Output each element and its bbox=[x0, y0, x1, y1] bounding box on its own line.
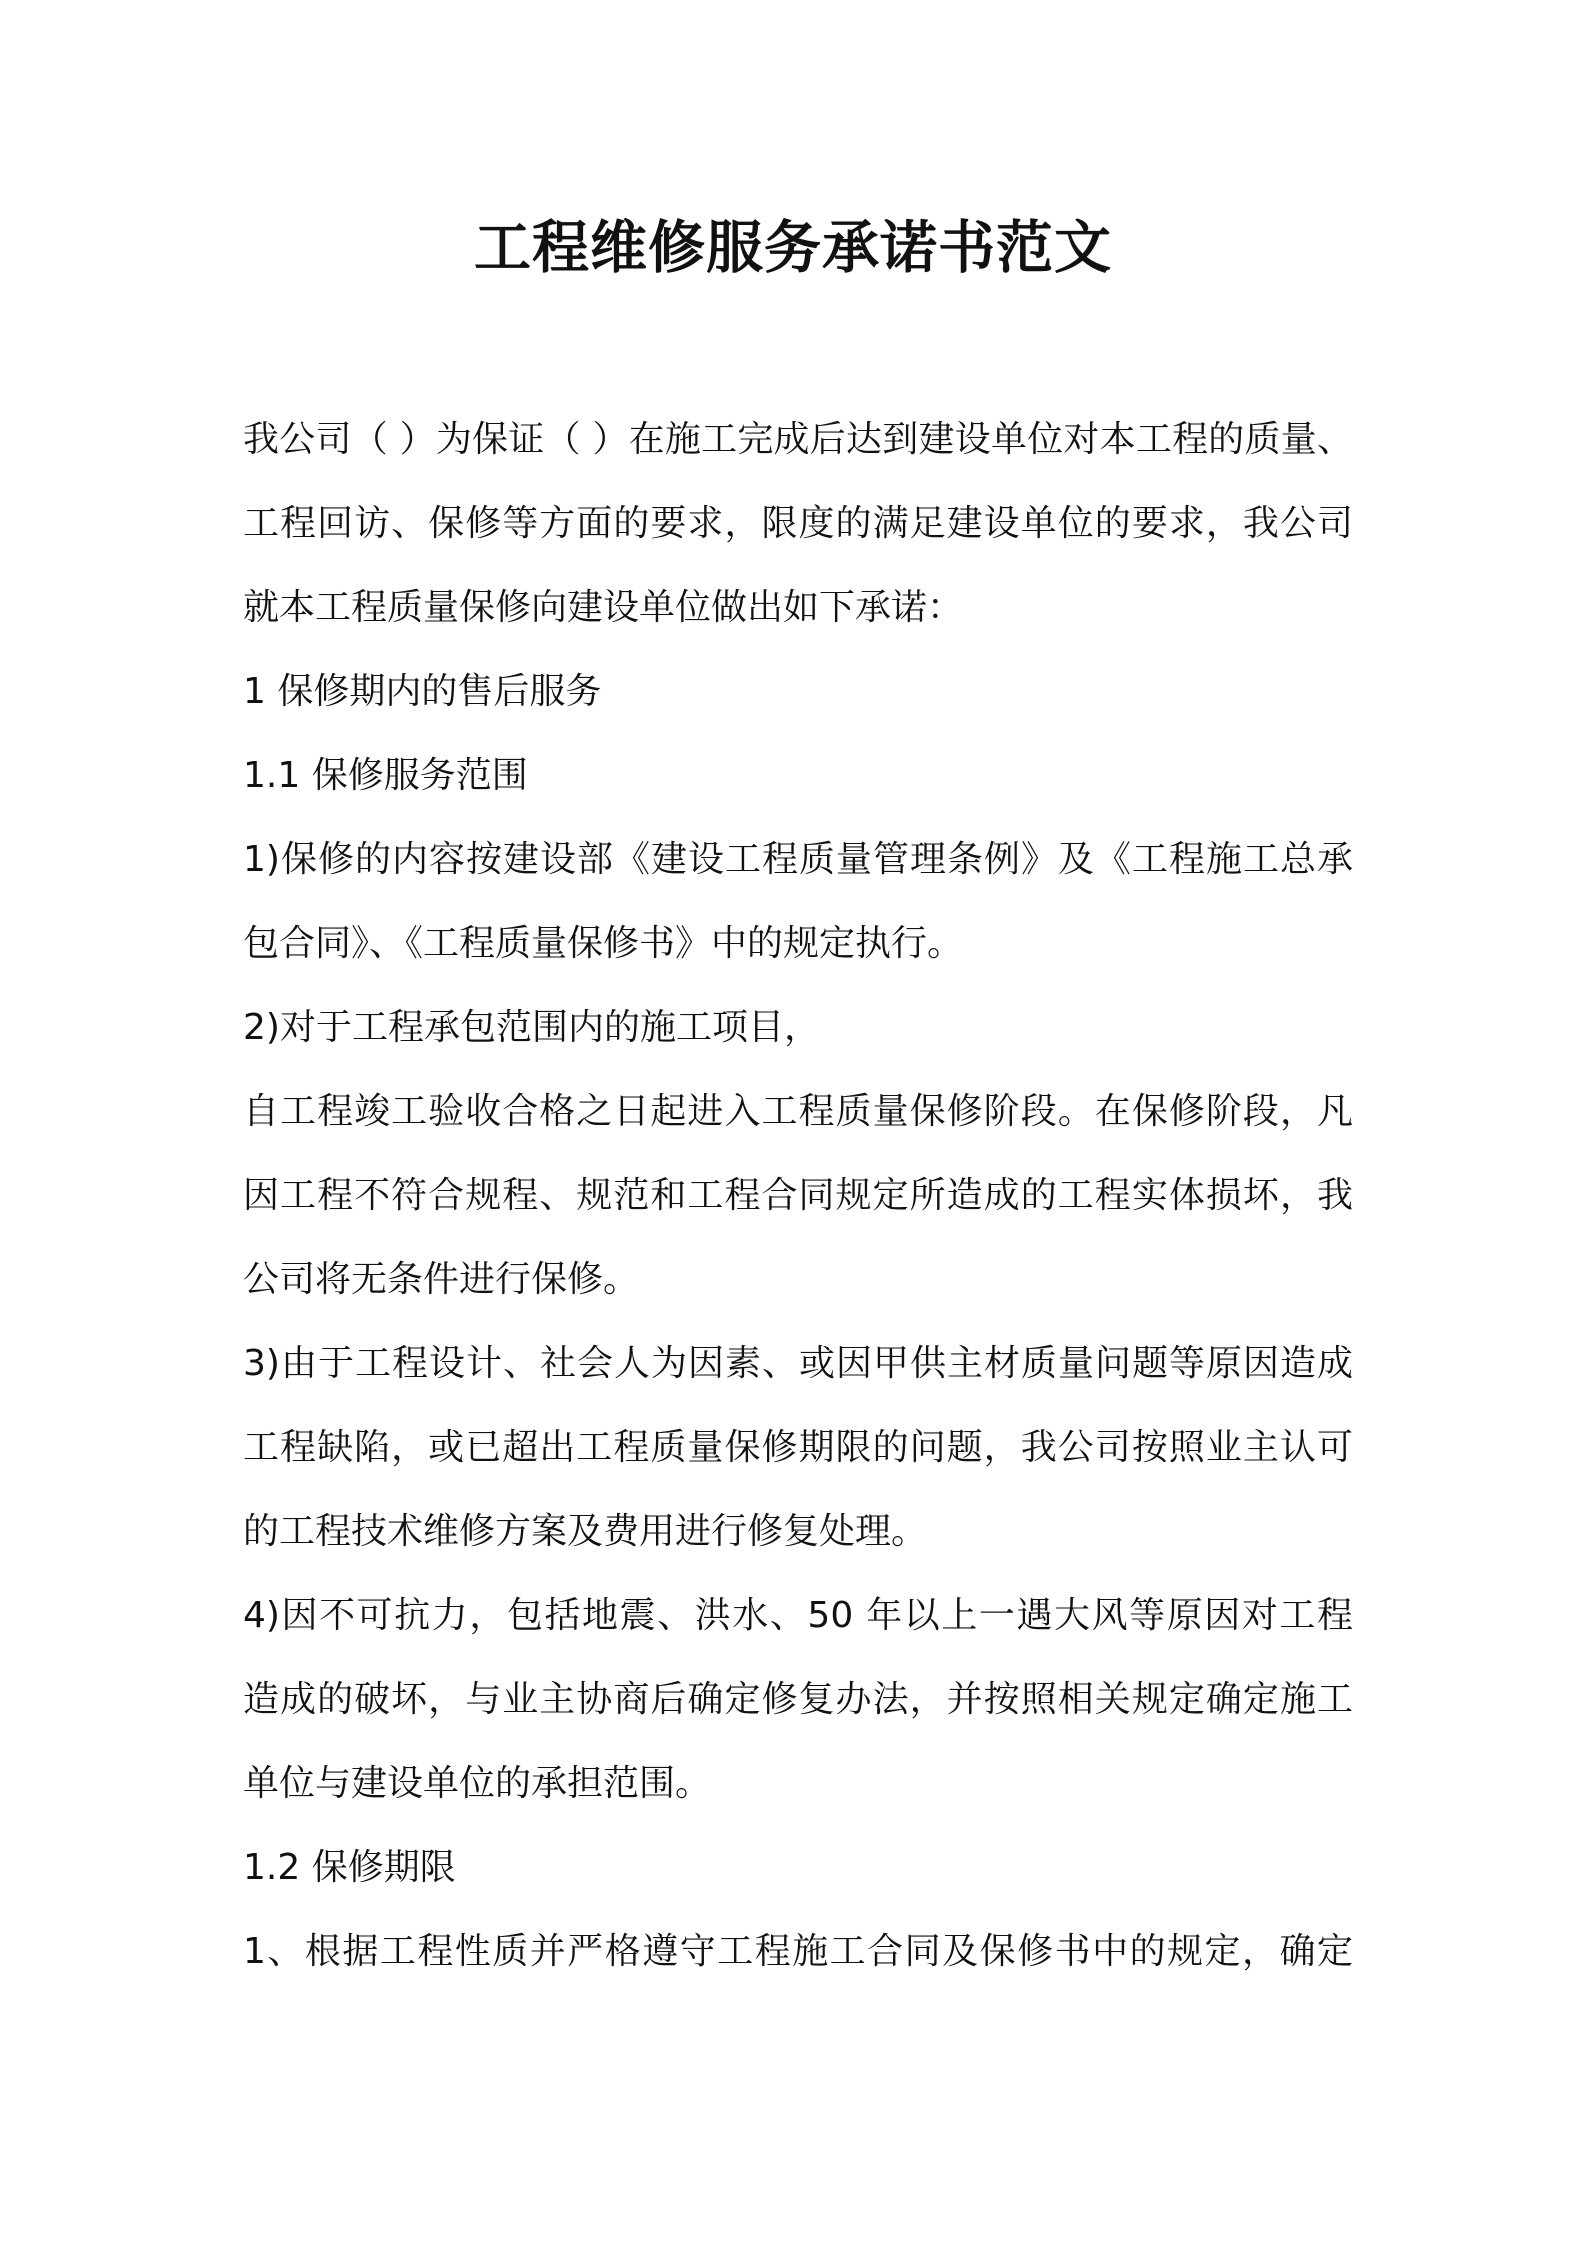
paragraph-line: 1)保修的内容按建设部《建设工程质量管理条例》及《工程施工总承 bbox=[243, 839, 1353, 880]
document-title: 工程维修服务承诺书范文 bbox=[474, 215, 1112, 281]
paragraph-line: 造成的破坏，与业主协商后确定修复办法，并按照相关规定确定施工 bbox=[243, 1679, 1353, 1720]
paragraph-line: 单位与建设单位的承担范围。 bbox=[243, 1763, 712, 1804]
section-heading: 1 保修期内的售后服务 bbox=[243, 671, 602, 712]
paragraph-line: 因工程不符合规程、规范和工程合同规定所造成的工程实体损坏，我 bbox=[243, 1175, 1353, 1216]
page-bottom-margin bbox=[0, 2000, 1586, 2244]
paragraph-line: 的工程技术维修方案及费用进行修复处理。 bbox=[243, 1511, 928, 1552]
paragraph-line: 4)因不可抗力，包括地震、洪水、50 年以上一遇大风等原因对工程 bbox=[243, 1595, 1353, 1636]
paragraph-line: 包合同》、《工程质量保修书》中的规定执行。 bbox=[243, 923, 964, 964]
document-body bbox=[243, 398, 1353, 1994]
paragraph-line: 工程回访、保修等方面的要求，限度的满足建设单位的要求，我公司 bbox=[243, 503, 1353, 544]
paragraph-line: 1、根据工程性质并严格遵守工程施工合同及保修书中的规定，确定 bbox=[243, 1931, 1353, 1972]
paragraph-line: 公司将无条件进行保修。 bbox=[243, 1259, 640, 1300]
paragraph-line: 3)由于工程设计、社会人为因素、或因甲供主材质量问题等原因造成 bbox=[243, 1343, 1353, 1384]
subsection-heading: 1.1 保修服务范围 bbox=[243, 755, 528, 796]
paragraph-line: 我公司（ ）为保证（ ）在施工完成后达到建设单位对本工程的质量、 bbox=[243, 419, 1353, 460]
paragraph-line: 自工程竣工验收合格之日起进入工程质量保修阶段。在保修阶段，凡 bbox=[243, 1091, 1353, 1132]
paragraph-line: 就本工程质量保修向建设单位做出如下承诺： bbox=[243, 587, 964, 628]
subsection-heading: 1.2 保修期限 bbox=[243, 1847, 456, 1888]
paragraph-line: 2)对于工程承包范围内的施工项目， bbox=[243, 1007, 820, 1048]
paragraph-line: 工程缺陷，或已超出工程质量保修期限的问题，我公司按照业主认可 bbox=[243, 1427, 1353, 1468]
